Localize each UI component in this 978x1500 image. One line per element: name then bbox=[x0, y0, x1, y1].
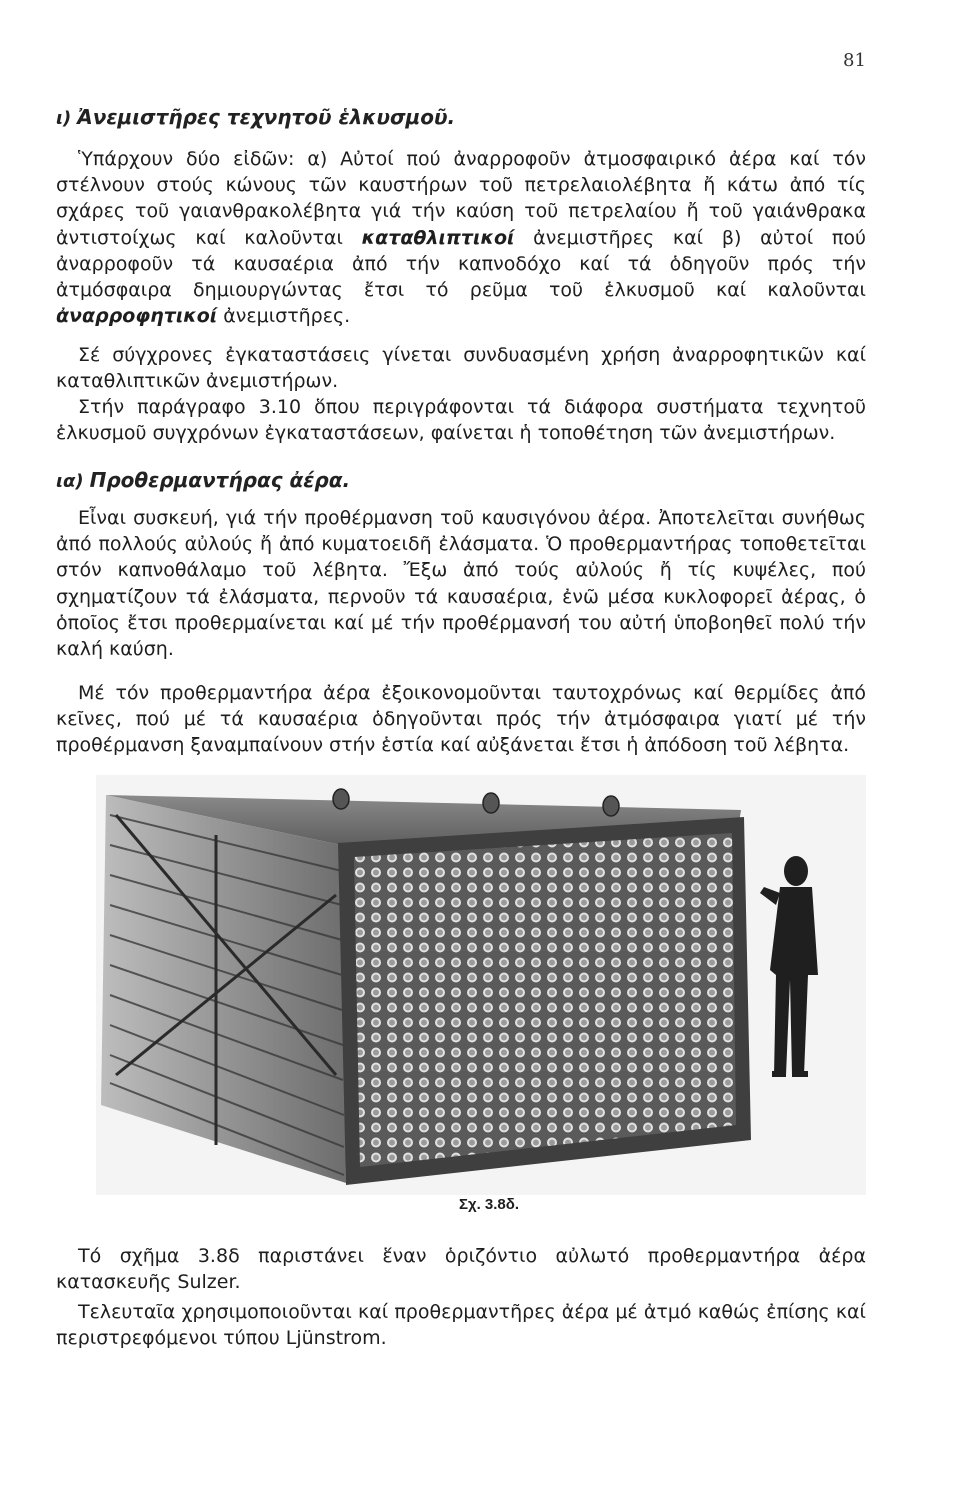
paragraph-text: ἀνεμιστῆρες. bbox=[217, 305, 351, 328]
term-forced-draft: καταθλιπτικοί bbox=[361, 226, 515, 249]
paragraph-text: Ὑπάρχουν δύο εἰδῶν: α) Αὐτοί πού ἀναρροφοῦν ἀτμοσφαιρικό ἀέρα καί τόν στέλνουν στούς κώνους τῶν καυστήρων τοῦ πετρελαιολέβητα ἤ κάτω ἀπό τίς σχάρες τοῦ γαιανθρακολέβητα γιά τήν καύση τοῦ πετρελαίου ἤ τοῦ γαιάνθρακα ἀντιστοίχως καί καλοῦνται bbox=[56, 148, 866, 249]
section-marker: ι) bbox=[56, 108, 72, 129]
section-heading-air-preheater bbox=[56, 468, 350, 492]
preheater-illustration bbox=[96, 775, 866, 1195]
figure-caption: Σχ. 3.8δ. bbox=[458, 1196, 520, 1213]
paragraph-preheater-benefit: Μέ τόν προθερμαντήρα ἀέρα ἐξοικονομοῦνται ταυτοχρόνως καί θερμίδες ἀπό κεῖνες, πού μέ τά καυσαέρια ὁδηγοῦνται πρός τήν ἀτμόσφαιρα γιατί μέ τήν προθέρμανση ξαναμπαίνουν στήν ἑστία καί αὐξάνεται ἔτσι ἡ ἀπόδοση τοῦ λέβητα. bbox=[56, 682, 866, 757]
section-title: Ἀνεμιστῆρες τεχνητοῦ ἑλκυσμοῦ. bbox=[77, 105, 456, 129]
paragraph-fan-types bbox=[56, 146, 866, 329]
section-heading-fans bbox=[56, 105, 455, 129]
section-title: Προθερμαντήρας ἀέρα. bbox=[89, 468, 351, 492]
paragraph-figure-description: Τό σχῆμα 3.8δ παριστάνει ἕναν ὁριζόντιο αὐλωτό προθερμαντήρα ἀέρα κατασκευῆς Sulzer. bbox=[56, 1245, 866, 1294]
paragraph-combined-use: Σέ σύγχρονες ἐγκαταστάσεις γίνεται συνδυασμένη χρήση ἀναρροφητικῶν καί καταθλιπτικῶν ἀνεμιστήρων. bbox=[56, 344, 866, 393]
page-number: 81 bbox=[843, 50, 866, 71]
paragraph-other-preheaters: Τελευταῖα χρησιμοποιοῦνται καί προθερμαντῆρες ἀέρα μέ ἀτμό καθώς ἐπίσης καί περιστρεφόμενοι τύπου Ljünstrom. bbox=[56, 1301, 866, 1350]
figure-air-preheater-photo bbox=[96, 775, 866, 1195]
section-marker: ια) bbox=[56, 471, 84, 492]
paragraph-text: ἀνεμιστῆρες καί β) αὐτοί πού ἀναρροφοῦν τά καυσαέρια ἀπό τήν καπνοδόχο καί τά ὁδηγοῦν πρός τήν ἀτμόσφαιρα δημιουργώντας ἔτσι τό ρεῦμα τοῦ ἑλκυσμοῦ καί καλοῦνται bbox=[56, 226, 866, 302]
paragraph-preheater-description: Εἶναι συσκευή, γιά τήν προθέρμανση τοῦ καυσιγόνου ἀέρα. Ἀποτελεῖται συνήθως ἀπό πολλούς αὐλούς ἤ ἀπό κυματοειδῆ ἐλάσματα. Ὁ προθερμαντήρας τοποθετεῖται στόν καπνοθάλαμο τοῦ λέβητα. Ἔξω ἀπό τούς αὐλούς ἤ τίς κυψέλες, πού σχηματίζουν τά ἐλάσματα, περνοῦν τά καυσαέρια, ἐνῶ μέσα κυκλοφορεῖ ἀέρας, ὁ ὁποῖος ἔτσι προθερμαίνεται καί μέ τήν προθέρμανσή του αὐτή ὑποβοηθεῖ πολύ τήν καλή καύση. bbox=[56, 507, 866, 661]
term-induced-draft: ἀναρροφητικοί bbox=[56, 305, 218, 328]
preheater-tube-plate bbox=[354, 833, 736, 1167]
paragraph-reference: Στήν παράγραφο 3.10 ὅπου περιγράφονται τά διάφορα συστήματα τεχνητοῦ ἑλκυσμοῦ συγχρόνων ἐγκαταστάσεων, φαίνεται ἡ τοποθέτηση τῶν ἀνεμιστήρων. bbox=[56, 396, 866, 445]
